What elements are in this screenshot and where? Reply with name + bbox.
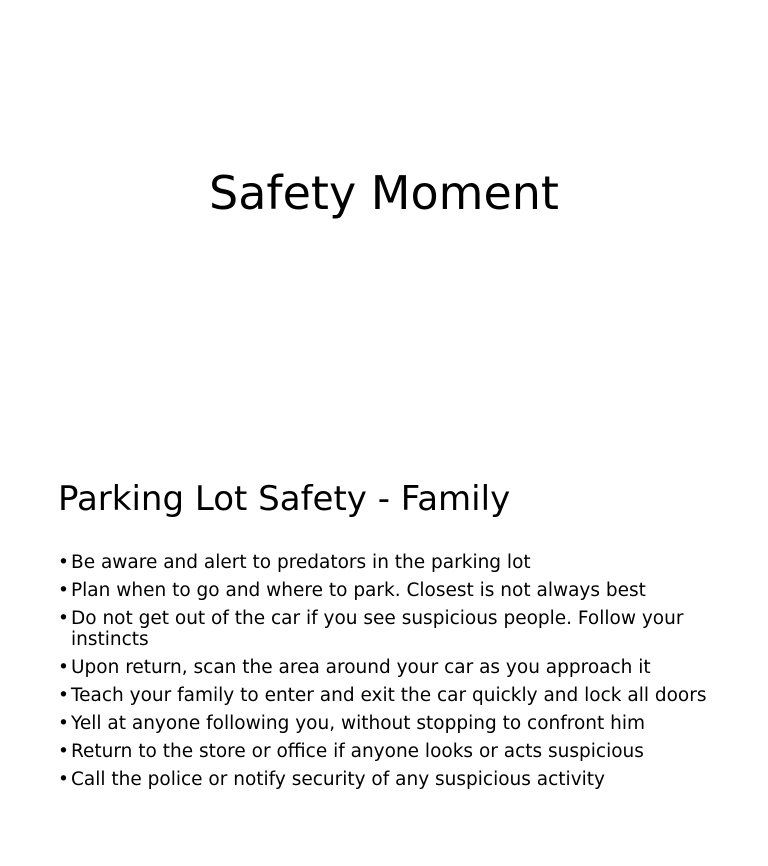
section-heading: Parking Lot Safety - Family [58, 479, 511, 519]
list-item [58, 685, 718, 706]
list-item-text: Do not get out of the car if you see suspicious people. Follow your instincts [71, 608, 684, 650]
list-item [58, 741, 718, 762]
list-item [58, 580, 718, 601]
list-item-text: Plan when to go and where to park. Closest is not always best [71, 580, 646, 601]
bullet-icon: • [58, 713, 69, 734]
list-item-text: Call the police or notify security of any suspicious activity [71, 769, 605, 790]
list-item [58, 608, 718, 650]
bullet-icon: • [58, 608, 69, 629]
list-item [58, 769, 718, 790]
bullet-list [58, 552, 718, 797]
list-item-text: Be aware and alert to predators in the parking lot [71, 552, 531, 573]
slide-title: Safety Moment [209, 166, 559, 220]
list-item-text: Return to the store or office if anyone looks or acts suspicious [71, 741, 644, 762]
list-item-text: Teach your family to enter and exit the car quickly and lock all doors [71, 685, 707, 706]
bullet-icon: • [58, 741, 69, 762]
bullet-icon: • [58, 685, 69, 706]
list-item [58, 713, 718, 734]
list-item [58, 657, 718, 678]
list-item-text: Yell at anyone following you, without stopping to confront him [71, 713, 646, 734]
bullet-icon: • [58, 657, 69, 678]
bullet-icon: • [58, 552, 69, 573]
bullet-icon: • [58, 580, 69, 601]
list-item-text: Upon return, scan the area around your car as you approach it [71, 657, 651, 678]
list-item [58, 552, 718, 573]
bullet-icon: • [58, 769, 69, 790]
